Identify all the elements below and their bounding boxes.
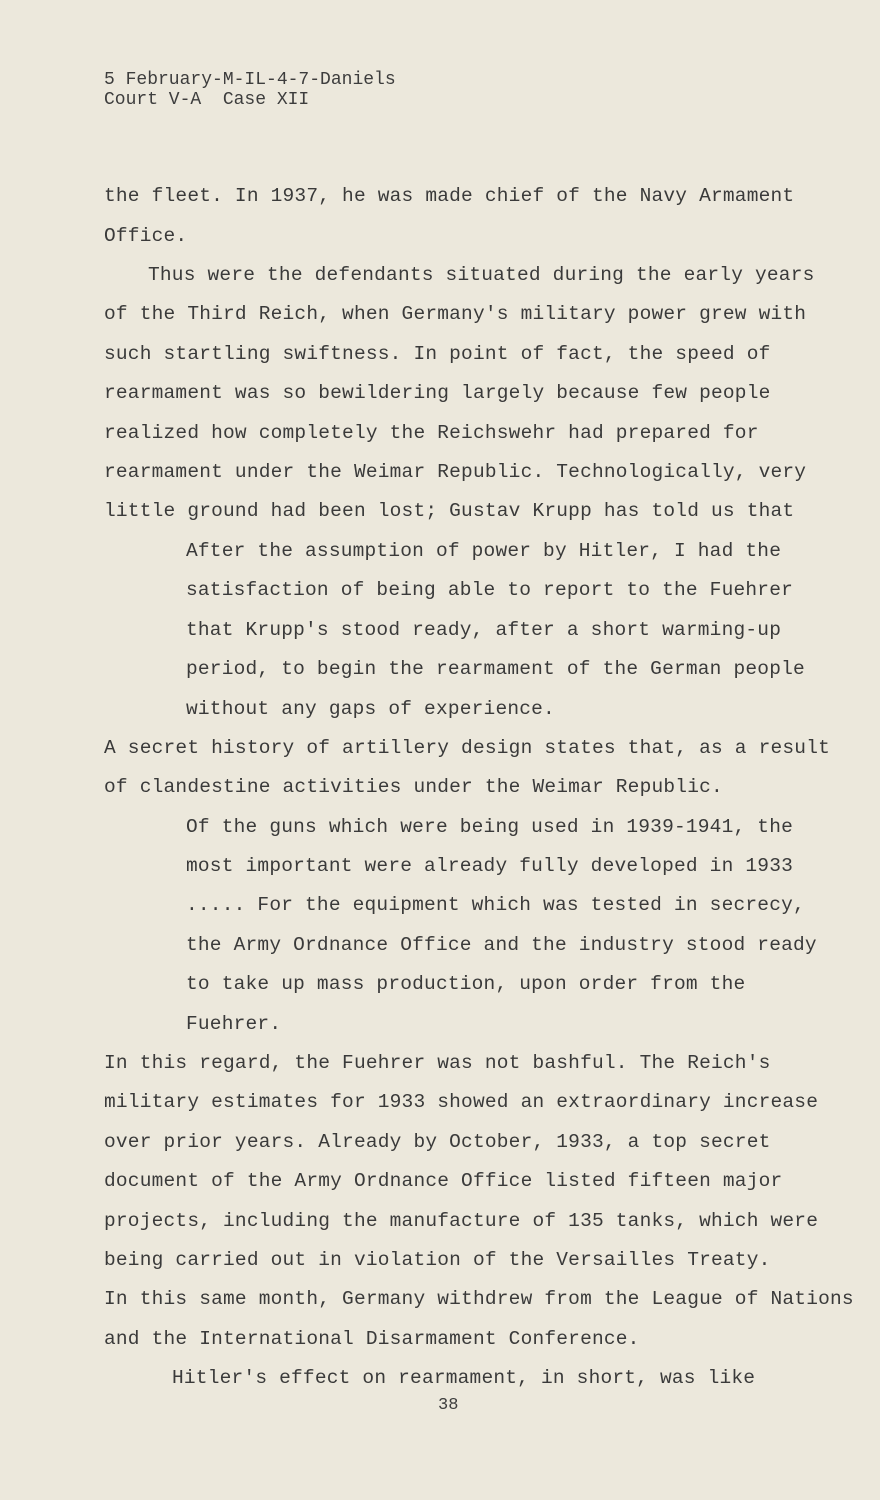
quote-line: most important were already fully developed in 1933 [186, 855, 793, 877]
text-line: of clandestine activities under the Weimar Republic. [104, 776, 723, 798]
text-line: military estimates for 1933 showed an extraordinary increase [104, 1091, 819, 1113]
text-line: A secret history of artillery design states that, as a result [104, 737, 831, 759]
text-line: realized how completely the Reichswehr had prepared for [104, 422, 759, 444]
text-line: and the International Disarmament Conference. [104, 1328, 640, 1350]
quote-line: satisfaction of being able to report to the Fuehrer [186, 579, 793, 601]
quote-line: the Army Ordnance Office and the industry stood ready [186, 934, 817, 956]
text-line: document of the Army Ordnance Office listed fifteen major [104, 1170, 783, 1192]
text-line: projects, including the manufacture of 135 tanks, which were [104, 1210, 819, 1232]
text-line: Thus were the defendants situated during the early years [148, 264, 815, 286]
text-line: Office. [104, 225, 188, 247]
quote-line: After the assumption of power by Hitler, I had the [186, 540, 782, 562]
quote-line: Of the guns which were being used in 1939-1941, the [186, 816, 793, 838]
page-number: 38 [438, 1396, 459, 1415]
header-line-date-session: 5 February-M-IL-4-7-Daniels [104, 70, 396, 90]
text-line: In this same month, Germany withdrew from the League of Nations [104, 1288, 854, 1310]
text-line: being carried out in violation of the Versailles Treaty. [104, 1249, 771, 1271]
header-line-court-case: Court V-A Case XII [104, 90, 310, 110]
quote-line: ..... For the equipment which was tested in secrecy, [186, 894, 805, 916]
quote-line: period, to begin the rearmament of the German people [186, 658, 805, 680]
quote-line: that Krupp's stood ready, after a short warming-up [186, 619, 782, 641]
text-line: little ground had been lost; Gustav Krupp has told us that [104, 500, 795, 522]
quote-line: without any gaps of experience. [186, 698, 555, 720]
document-header [104, 70, 396, 110]
text-line: of the Third Reich, when Germany's military power grew with [104, 303, 807, 325]
text-line: over prior years. Already by October, 1933, a top secret [104, 1131, 771, 1153]
text-line: rearmament was so bewildering largely because few people [104, 382, 771, 404]
quote-line: to take up mass production, upon order from the [186, 973, 746, 995]
text-line: such startling swiftness. In point of fact, the speed of [104, 343, 771, 365]
text-line: In this regard, the Fuehrer was not bashful. The Reich's [104, 1052, 771, 1074]
text-line: Hitler's effect on rearmament, in short, was like [172, 1367, 756, 1389]
text-line: the fleet. In 1937, he was made chief of the Navy Armament [104, 185, 795, 207]
quote-line: Fuehrer. [186, 1013, 282, 1035]
text-line: rearmament under the Weimar Republic. Technologically, very [104, 461, 807, 483]
